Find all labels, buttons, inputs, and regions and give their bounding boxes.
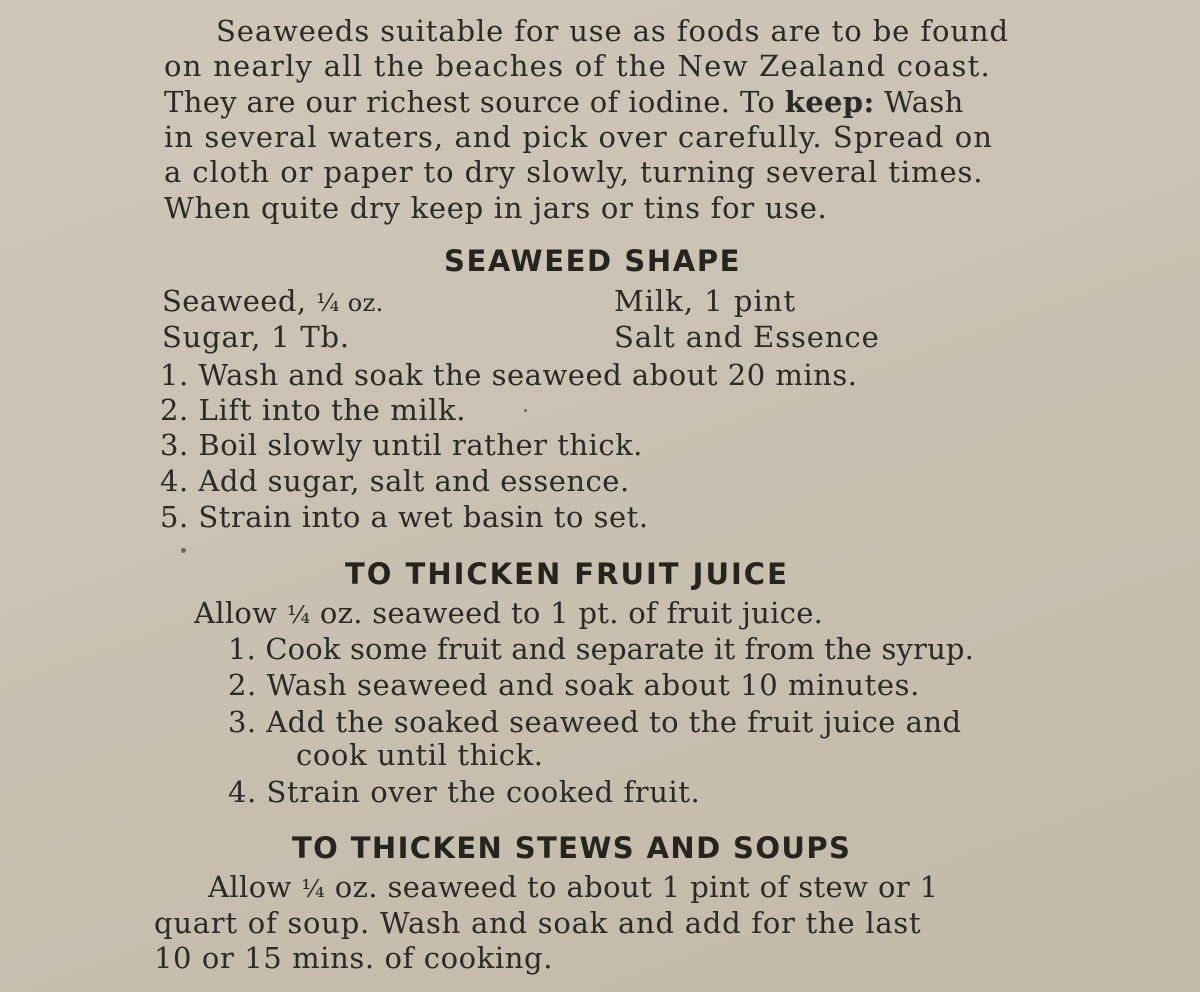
- intro-line-3: [164, 85, 964, 119]
- fruit-juice-step-3: 3. Add the soaked seaweed to the fruit juice and: [228, 705, 962, 739]
- fruit-juice-step-2: 2. Wash seaweed and soak about 10 minutes.: [228, 668, 920, 702]
- fruit-juice-heading: TO THICKEN FRUIT JUICE: [345, 557, 789, 591]
- ingredient-seaweed-qty: ¼ oz.: [316, 289, 384, 317]
- intro-line-3-text: They are our richest source of iodine.: [164, 85, 731, 119]
- stews-soups-allow-frac: ¼: [301, 875, 326, 903]
- ingredient-milk: Milk, 1 pint: [614, 284, 797, 318]
- keep-label: keep:: [784, 85, 875, 119]
- fruit-juice-allow-frac: ¼: [286, 601, 311, 629]
- paper-speck: [524, 409, 527, 412]
- seaweed-step-4: 4. Add sugar, salt and essence.: [160, 464, 630, 498]
- ingredient-seaweed: [162, 284, 384, 320]
- seaweed-step-2: 2. Lift into the milk.: [160, 393, 467, 427]
- intro-line-5: a cloth or paper to dry slowly, turning several times.: [164, 155, 984, 189]
- intro-line-1: Seaweeds suitable for use as foods are to be found: [216, 14, 1009, 48]
- stews-soups-allow-rest: oz. seaweed to about 1 pint of stew or 1: [334, 870, 939, 904]
- ingredient-sugar: Sugar, 1 Tb.: [162, 320, 350, 354]
- fruit-juice-allow: [194, 596, 823, 632]
- seaweed-step-5: 5. Strain into a wet basin to set.: [160, 500, 649, 534]
- intro-line-3-wash: Wash: [874, 85, 964, 119]
- stews-soups-line-2: quart of soup. Wash and soak and add for the last: [154, 906, 922, 940]
- seaweed-step-3: 3. Boil slowly until rather thick.: [160, 428, 643, 462]
- stews-soups-allow: [208, 870, 939, 906]
- fruit-juice-step-3-cont: cook until thick.: [296, 738, 544, 772]
- ingredient-seaweed-name: Seaweed,: [162, 284, 307, 318]
- intro-line-6: When quite dry keep in jars or tins for use.: [164, 191, 828, 225]
- ingredient-salt: Salt and Essence: [614, 320, 880, 354]
- fruit-juice-allow-prefix: Allow: [194, 596, 278, 630]
- stews-soups-allow-prefix: Allow: [208, 870, 292, 904]
- fruit-juice-allow-rest: oz. seaweed to 1 pt. of fruit juice.: [319, 596, 824, 630]
- intro-line-4: in several waters, and pick over carefully. Spread on: [164, 120, 994, 154]
- seaweed-shape-heading: SEAWEED SHAPE: [444, 244, 742, 278]
- fruit-juice-step-1: 1. Cook some fruit and separate it from the syrup.: [228, 632, 974, 666]
- stews-soups-heading: TO THICKEN STEWS AND SOUPS: [292, 831, 852, 865]
- fruit-juice-step-4: 4. Strain over the cooked fruit.: [228, 775, 701, 809]
- stews-soups-line-3: 10 or 15 mins. of cooking.: [154, 941, 554, 975]
- paper-speck: [181, 548, 186, 553]
- intro-line-3-to: To: [739, 85, 785, 119]
- seaweed-step-1: 1. Wash and soak the seaweed about 20 mins.: [160, 358, 858, 392]
- intro-line-2: on nearly all the beaches of the New Zealand coast.: [164, 49, 992, 83]
